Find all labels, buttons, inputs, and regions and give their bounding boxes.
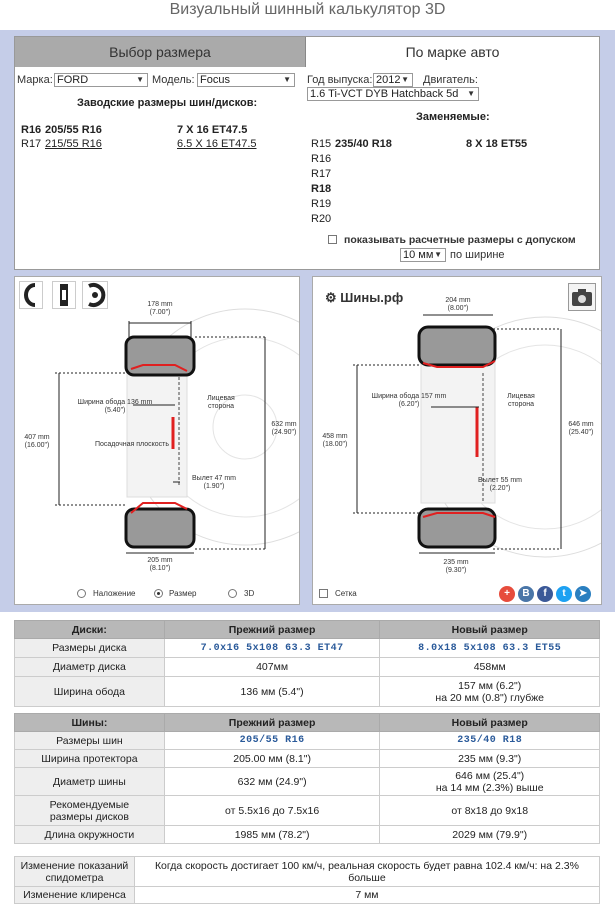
factory-tire-size[interactable]: 215/55 R16 — [45, 138, 102, 150]
old-tire-diam-mm: 632 mm — [271, 421, 297, 428]
new-size-header: Новый размер — [380, 714, 600, 732]
old-seat-plane: Посадочная плоскость — [94, 441, 170, 448]
chevron-down-icon: ▼ — [401, 75, 409, 84]
replace-rim-radius[interactable]: R15 — [311, 138, 332, 150]
view-overlay-label: Наложение — [93, 589, 136, 598]
tolerance-label: показывать расчетные размеры с допуском — [344, 234, 576, 246]
speedometer-change: Когда скорость достигает 100 км/ч, реальная скорость будет равна 102.4 км/ч: на 2.3% больше — [134, 857, 599, 887]
factory-disk-size[interactable]: 6.5 X 16 ET47.5 — [177, 138, 257, 150]
table-row — [15, 750, 600, 768]
table-row — [15, 639, 600, 658]
tab-by-size[interactable]: Выбор размера — [15, 37, 306, 67]
new-bottom-width — [431, 559, 481, 575]
old-value: 136 мм (5.4") — [164, 677, 380, 707]
model-label: Модель: — [152, 74, 195, 86]
facebook-icon[interactable]: f — [537, 586, 553, 602]
new-bottom-width-in: (9.30") — [445, 567, 467, 574]
old-value: от 5.5x16 до 7.5x16 — [164, 796, 380, 826]
engine-select[interactable] — [307, 87, 479, 101]
new-offset — [475, 477, 525, 493]
view-size-label: Размер — [169, 589, 197, 598]
old-value: 407мм — [164, 658, 380, 677]
old-face-side: Лицевая сторона — [207, 395, 235, 410]
new-value: 2029 мм (79.9") — [380, 826, 600, 844]
new-value: 235 мм (9.3") — [380, 750, 600, 768]
model-value: Focus — [200, 74, 230, 86]
new-offset-in: (2.20") — [489, 485, 511, 492]
replace-rim-radius[interactable]: R18 — [311, 183, 332, 195]
replace-rim-radius[interactable]: R16 — [311, 153, 332, 165]
old-value: 1985 мм (78.2") — [164, 826, 380, 844]
year-label: Год выпуска: — [307, 74, 373, 86]
factory-rim-radius: R16 — [21, 124, 42, 136]
new-disk-diam — [315, 433, 355, 449]
disks-header: Диски: — [15, 621, 165, 639]
new-size-header: Новый размер — [380, 621, 600, 639]
old-top-width — [135, 301, 185, 317]
old-bottom-width-mm: 205 mm — [147, 557, 173, 564]
new-value: от 8x18 до 9x18 — [380, 796, 600, 826]
old-disk-diam — [17, 434, 57, 450]
table-row — [15, 887, 600, 904]
replace-tire-size[interactable]: 235/40 R18 — [335, 138, 392, 150]
engine-label: Двигатель: — [423, 74, 478, 86]
new-rim-width — [365, 393, 453, 409]
tires-header: Шины: — [15, 714, 165, 732]
brand-label: Марка: — [17, 74, 53, 86]
disks-header-row — [15, 621, 600, 639]
new-tire-diam-mm: 646 mm — [568, 421, 594, 428]
replace-disk-size[interactable]: 8 X 18 ET55 — [466, 138, 528, 150]
new-wheel-diagram — [312, 276, 602, 605]
new-top-width — [433, 297, 483, 313]
wrench-icon: ⚙ — [325, 290, 337, 305]
new-rim-width-mm: Ширина обода 157 mm — [371, 393, 447, 400]
old-disk-size: 7.0x16 5x108 63.3 ET47 — [164, 639, 380, 658]
table-row — [15, 857, 600, 887]
summary-table — [14, 856, 600, 904]
tab-by-car[interactable]: По марке авто — [306, 37, 599, 67]
new-top-width-in: (8.00") — [447, 305, 469, 312]
row-label: Рекомендуемые размеры дисков — [15, 796, 165, 826]
view-overlay-radio[interactable] — [77, 589, 86, 598]
old-tire-diam-in: (24.90") — [271, 429, 297, 436]
chevron-down-icon: ▼ — [136, 75, 144, 84]
old-tire-diam — [267, 421, 300, 437]
tolerance-value: 10 мм — [403, 249, 434, 261]
factory-tire-size[interactable]: 205/55 R16 — [45, 124, 102, 136]
view-3d-radio[interactable] — [228, 589, 237, 598]
tolerance-checkbox[interactable] — [328, 235, 337, 244]
vk-icon[interactable]: B — [518, 586, 534, 602]
selection-panel — [14, 36, 600, 270]
disks-table — [14, 620, 600, 707]
view-3d-label: 3D — [244, 589, 255, 598]
year-select[interactable] — [373, 73, 413, 87]
old-offset-in: (1.90") — [203, 483, 225, 490]
old-rim-width-mm: Ширина обода 136 mm — [77, 399, 153, 406]
new-tire-diam-in: (25.40") — [568, 429, 594, 436]
new-value: 646 мм (25.4") на 14 мм (2.3%) выше — [380, 768, 600, 796]
table-row — [15, 677, 600, 707]
row-label: Размеры шин — [15, 732, 165, 750]
brand-select[interactable] — [54, 73, 148, 87]
new-value: 157 мм (6.2") на 20 мм (0.8") глубже — [380, 677, 600, 707]
row-label: Размеры диска — [15, 639, 165, 658]
new-disk-diam-in: (18.00") — [322, 441, 348, 448]
factory-rim-radius: R17 — [21, 138, 42, 150]
share-icon[interactable]: ➤ — [575, 586, 591, 602]
factory-title: Заводские размеры шин/дисков: — [77, 97, 258, 109]
new-top-width-mm: 204 mm — [445, 297, 471, 304]
row-label: Ширина обода — [15, 677, 165, 707]
old-size-header: Прежний размер — [164, 621, 380, 639]
old-rim-width-in: (5.40") — [104, 407, 126, 414]
replace-rim-radius[interactable]: R17 — [311, 168, 332, 180]
old-top-width-in: (7.00") — [149, 309, 171, 316]
new-face-side: Лицевая сторона — [507, 393, 535, 408]
new-disk-diam-mm: 458 mm — [322, 433, 348, 440]
new-rim-width-in: (6.20") — [398, 401, 420, 408]
new-disk-size: 8.0x18 5x108 63.3 ET55 — [380, 639, 600, 658]
chevron-down-icon: ▼ — [283, 75, 291, 84]
replace-title: Заменяемые: — [416, 111, 490, 123]
row-label: Диаметр диска — [15, 658, 165, 677]
old-disk-diam-in: (16.00") — [24, 442, 50, 449]
new-tire-size: 235/40 R18 — [380, 732, 600, 750]
engine-value: 1.6 Ti-VCT DYB Hatchback 5d — [310, 88, 459, 100]
new-bottom-width-mm: 235 mm — [443, 559, 469, 566]
row-label: Изменение показаний спидометра — [15, 857, 135, 887]
old-rim-width — [71, 399, 159, 415]
model-select[interactable] — [197, 73, 295, 87]
clearance-change: 7 мм — [134, 887, 599, 904]
old-bottom-width-in: (8.10") — [149, 565, 171, 572]
factory-disk-size[interactable]: 7 X 16 ET47.5 — [177, 124, 248, 136]
row-label: Длина окружности — [15, 826, 165, 844]
view-size-radio[interactable] — [154, 589, 163, 598]
row-label: Диаметр шины — [15, 768, 165, 796]
table-row — [15, 768, 600, 796]
table-row — [15, 732, 600, 750]
new-value: 458мм — [380, 658, 600, 677]
tires-header-row — [15, 714, 600, 732]
old-size-header: Прежний размер — [164, 714, 380, 732]
new-tire-diam — [563, 421, 599, 437]
chevron-down-icon: ▼ — [467, 89, 475, 98]
tolerance-suffix: по ширине — [450, 249, 505, 261]
old-top-width-mm: 178 mm — [147, 301, 173, 308]
old-disk-diam-mm: 407 mm — [24, 434, 50, 441]
old-value: 205.00 мм (8.1") — [164, 750, 380, 768]
page-title: Визуальный шинный калькулятор 3D — [169, 1, 446, 18]
row-label: Изменение клиренса — [15, 887, 135, 904]
grid-label: Сетка — [335, 589, 357, 598]
brand-value: FORD — [57, 74, 89, 86]
logo-text: Шины.рф — [340, 290, 404, 305]
row-label: Ширина протектора — [15, 750, 165, 768]
replace-rim-radius[interactable]: R19 — [311, 198, 332, 210]
add-share-icon[interactable]: + — [499, 586, 515, 602]
table-row — [15, 796, 600, 826]
replace-rim-radius[interactable]: R20 — [311, 213, 332, 225]
twitter-icon[interactable]: t — [556, 586, 572, 602]
tires-table — [14, 713, 600, 844]
old-wheel-diagram — [14, 276, 300, 605]
table-row — [15, 826, 600, 844]
chevron-down-icon: ▼ — [434, 250, 442, 259]
old-offset — [189, 475, 239, 491]
tolerance-select[interactable] — [400, 248, 446, 262]
table-row — [15, 658, 600, 677]
old-bottom-width — [135, 557, 185, 573]
grid-checkbox[interactable] — [319, 589, 328, 598]
old-offset-mm: Вылет 47 mm — [192, 475, 236, 482]
old-tire-size: 205/55 R16 — [164, 732, 380, 750]
new-wheel-drawing — [313, 277, 602, 605]
year-value: 2012 — [376, 74, 401, 86]
old-value: 632 мм (24.9") — [164, 768, 380, 796]
new-offset-mm: Вылет 55 mm — [478, 477, 522, 484]
